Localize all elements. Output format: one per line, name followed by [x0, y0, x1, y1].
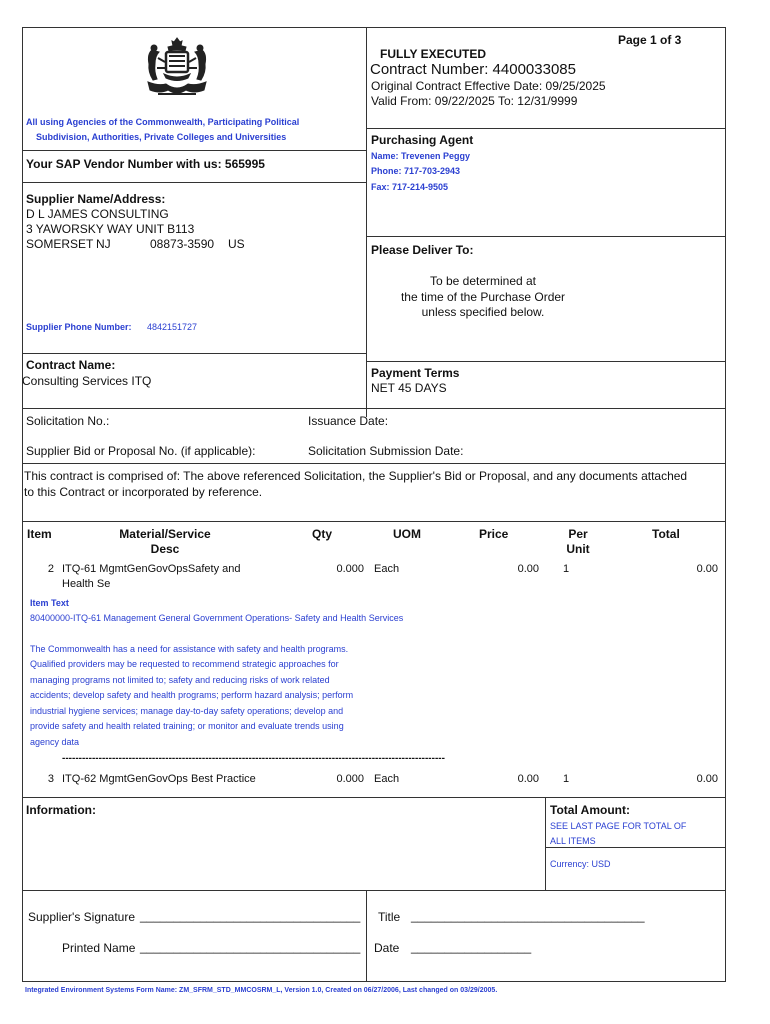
- deliver-line: the time of the Purchase Order: [400, 290, 566, 304]
- supplier-name: D L JAMES CONSULTING: [26, 207, 169, 221]
- header-divider: [366, 27, 367, 417]
- deliver-label: Please Deliver To:: [371, 243, 474, 257]
- rule: [22, 408, 726, 409]
- rule: [545, 847, 726, 848]
- item-text-line: industrial hygiene services; manage day-to-day safety operations; develop and: [30, 706, 344, 716]
- supplier-phone-label: Supplier Phone Number:: [26, 322, 132, 332]
- item-text-line: Qualified providers may be requested to recommend strategic approaches for: [30, 659, 339, 669]
- supplier-city: SOMERSET: [26, 237, 94, 251]
- item-text-line: provide safety and health related training; or monitor and evaluate trends using: [30, 721, 344, 731]
- rule: [22, 353, 366, 354]
- item-separator: -------------------------------------------------------------------------------------------------------------------: [62, 753, 445, 764]
- row-per: 1: [563, 563, 570, 575]
- information-label: Information:: [26, 803, 96, 817]
- row-total: 0.00: [696, 563, 718, 575]
- row-price: 0.00: [517, 563, 539, 575]
- row-per: 1: [563, 773, 570, 785]
- title-label: Title: [378, 910, 401, 924]
- deliver-line: To be determined at: [429, 274, 537, 288]
- payment-terms-label: Payment Terms: [371, 366, 460, 380]
- item-text-line: The Commonwealth has a need for assistance with safety and health programs.: [30, 644, 349, 654]
- solicitation-no-label: Solicitation No.:: [26, 414, 110, 428]
- supplier-state: NJ: [96, 237, 111, 251]
- payment-terms: NET 45 DAYS: [371, 381, 447, 395]
- col-material-header: Material/Service: [119, 527, 211, 541]
- agent-name: Name: Trevenen Peggy: [371, 151, 471, 161]
- supplier-street: 3 YAWORSKY WAY UNIT B113: [26, 222, 195, 236]
- rule: [22, 182, 366, 183]
- agent-fax: Fax: 717-214-9505: [371, 182, 449, 192]
- total-note: SEE LAST PAGE FOR TOTAL OF: [550, 821, 687, 831]
- deliver-line: unless specified below.: [421, 305, 545, 319]
- contract-name-label: Contract Name:: [26, 358, 116, 372]
- row-qty: 0.000: [336, 773, 364, 785]
- item-text-line: agency data: [30, 737, 80, 747]
- printed-name-line[interactable]: _________________________________: [140, 940, 361, 954]
- row-price: 0.00: [517, 773, 539, 785]
- row-total: 0.00: [696, 773, 718, 785]
- date-label: Date: [374, 941, 400, 955]
- currency: Currency: USD: [550, 859, 611, 869]
- issuance-date-label: Issuance Date:: [308, 414, 389, 428]
- total-amount-label: Total Amount:: [550, 803, 630, 817]
- commonwealth-seal: [138, 34, 216, 104]
- bid-proposal-label: Supplier Bid or Proposal No. (if applicable):: [26, 444, 256, 458]
- supplier-phone: 4842151727: [147, 322, 198, 332]
- row-item: 3: [47, 773, 54, 785]
- col-price-header: Price: [479, 527, 509, 541]
- col-uom-header: UOM: [393, 527, 421, 541]
- sap-vendor-number: Your SAP Vendor Number with us: 565995: [26, 157, 265, 171]
- rule: [22, 797, 726, 798]
- item-text-label: Item Text: [30, 598, 69, 608]
- col-per-header: Unit: [566, 542, 590, 556]
- printed-name-label: Printed Name: [62, 941, 136, 955]
- supplier-signature-line[interactable]: _________________________________: [140, 909, 361, 923]
- item-text-code: 80400000-ITQ-61 Management General Government Operations- Safety and Health Services: [30, 613, 404, 623]
- row-desc: Health Se: [62, 578, 111, 590]
- purchasing-agent-label: Purchasing Agent: [371, 133, 474, 147]
- rule: [22, 521, 726, 522]
- rule: [366, 236, 726, 237]
- total-note: ALL ITEMS: [550, 836, 596, 846]
- signature-divider: [366, 890, 367, 982]
- supplier-country: US: [228, 237, 245, 251]
- submission-date-label: Solicitation Submission Date:: [308, 444, 464, 458]
- agencies-line: Subdivision, Authorities, Private Colleges and Universities: [36, 132, 287, 142]
- supplier-signature-label: Supplier's Signature: [28, 910, 136, 924]
- row-desc: ITQ-62 MgmtGenGovOps Best Practice: [62, 773, 256, 785]
- title-line[interactable]: ___________________________________: [411, 909, 645, 923]
- contract-name: Consulting Services ITQ: [22, 374, 152, 388]
- item-text-line: managing programs not limited to; safety and reducing risks of work related: [30, 675, 330, 685]
- form-footer: Integrated Environment Systems Form Name: ZM_SFRM_STD_MMCOSRM_L, Version 1.0, Created on 06/27/2006, Last changed on 03/29/2005.: [25, 987, 498, 994]
- supplier-zip: 08873-3590: [150, 237, 215, 251]
- contract-number: Contract Number: 4400033085: [370, 61, 576, 78]
- agencies-line: All using Agencies of the Commonwealth, Participating Political: [26, 117, 300, 127]
- row-item: 2: [47, 563, 54, 575]
- supplier-label: Supplier Name/Address:: [26, 192, 166, 206]
- page-number: Page 1 of 3: [618, 33, 682, 47]
- col-total-header: Total: [652, 527, 680, 541]
- col-per-header: Per: [568, 527, 588, 541]
- rule: [22, 890, 726, 891]
- row-desc: ITQ-61 MgmtGenGovOpsSafety and: [62, 563, 241, 575]
- row-uom: Each: [374, 563, 400, 575]
- rule: [22, 150, 366, 151]
- comprised-text: This contract is comprised of: The above referenced Solicitation, the Supplier's Bid or Proposal, and any documents attached: [24, 469, 688, 483]
- effective-date: Original Contract Effective Date: 09/25/2025: [371, 79, 606, 93]
- valid-dates: Valid From: 09/22/2025 To: 12/31/9999: [371, 94, 578, 108]
- item-text-line: accidents; develop safety and health programs; perform hazard analysis; perform: [30, 690, 354, 700]
- status-label: FULLY EXECUTED: [380, 47, 487, 61]
- col-item-header: Item: [27, 527, 52, 541]
- total-divider: [545, 797, 546, 890]
- rule: [22, 463, 726, 464]
- agent-phone: Phone: 717-703-2943: [371, 166, 461, 176]
- date-line[interactable]: __________________: [411, 940, 532, 954]
- row-qty: 0.000: [336, 563, 364, 575]
- row-uom: Each: [374, 773, 400, 785]
- rule: [366, 128, 726, 129]
- rule: [366, 361, 726, 362]
- col-qty-header: Qty: [312, 527, 333, 541]
- comprised-text: to this Contract or incorporated by reference.: [24, 485, 263, 499]
- col-material-header: Desc: [150, 542, 180, 556]
